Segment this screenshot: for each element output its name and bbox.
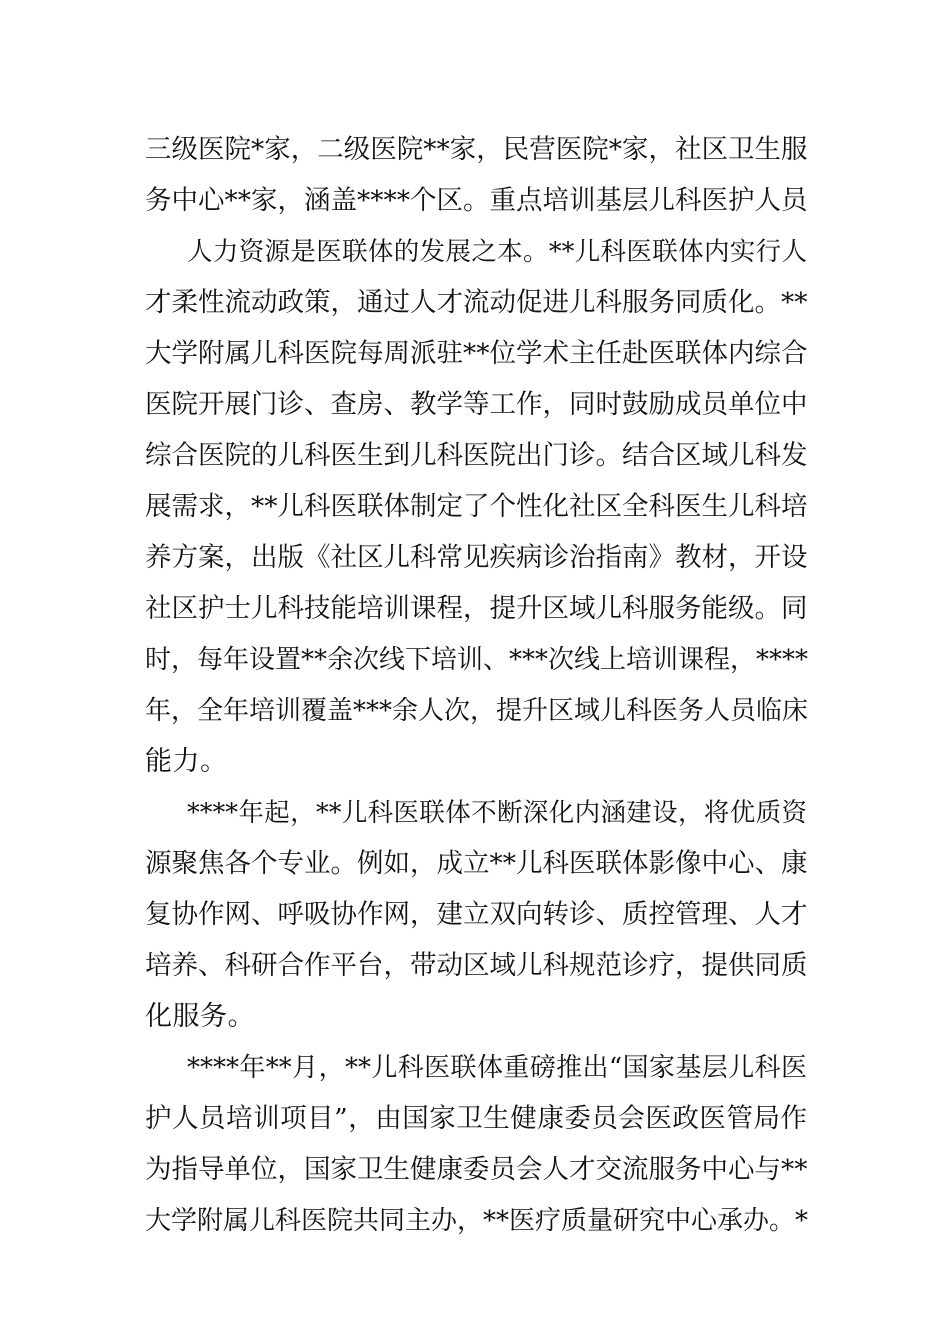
text-line: 为指导单位，国家卫生健康委员会人才交流服务中心与** [145,1154,808,1185]
text-line: 年，全年培训覆盖***余人次，提升区域儿科医务人员临床 [145,696,809,726]
text-line: 复协作网、呼吸协作网，建立双向转诊、质控管理、人才 [145,899,808,930]
text-line: 社区护士儿科技能培训课程，提升区域儿科服务能级。同 [145,593,808,624]
paragraph-first-line: ****年起，**儿科医联体不断深化内涵建设，将优质资 [187,798,807,828]
text-line: 源聚焦各个专业。例如，成立**儿科医联体影像中心、康 [145,848,808,879]
text-line: 培养、科研合作平台，带动区域儿科规范诊疗，提供同质 [145,950,808,981]
text-line: 能力。 [145,746,228,777]
text-line: 展需求，**儿科医联体制定了个性化社区全科医生儿科培 [145,491,808,522]
text-line: 化服务。 [145,1001,255,1032]
text-line: 综合医院的儿科医生到儿科医院出门诊。结合区域儿科发 [145,440,808,471]
paragraph-first-line: ****年**月，**儿科医联体重磅推出“国家基层儿科医 [187,1053,807,1083]
text-line: 务中心**家，涵盖****个区。重点培训基层儿科医护人员 [145,185,808,216]
text-line: 才柔性流动政策，通过人才流动促进儿科服务同质化。** [145,287,808,318]
text-line: 养方案，出版《社区儿科常见疾病诊治指南》教材，开设 [145,542,808,573]
paragraph-first-line: 人力资源是医联体的发展之本。**儿科医联体内实行人 [187,237,807,267]
text-line: 医院开展门诊、查房、教学等工作，同时鼓励成员单位中 [145,389,808,420]
text-line: 大学附属儿科医院共同主办，**医疗质量研究中心承办。* [145,1206,809,1236]
text-line: 时，每年设置**余次线下培训、***次线上培训课程，**** [145,645,809,675]
text-line: 大学附属儿科医院每周派驻**位学术主任赴医联体内综合 [145,338,808,369]
text-line: 护人员培训项目”，由国家卫生健康委员会医政医管局作 [145,1103,807,1134]
text-line: 三级医院*家，二级医院**家，民营医院*家，社区卫生服 [145,134,808,165]
